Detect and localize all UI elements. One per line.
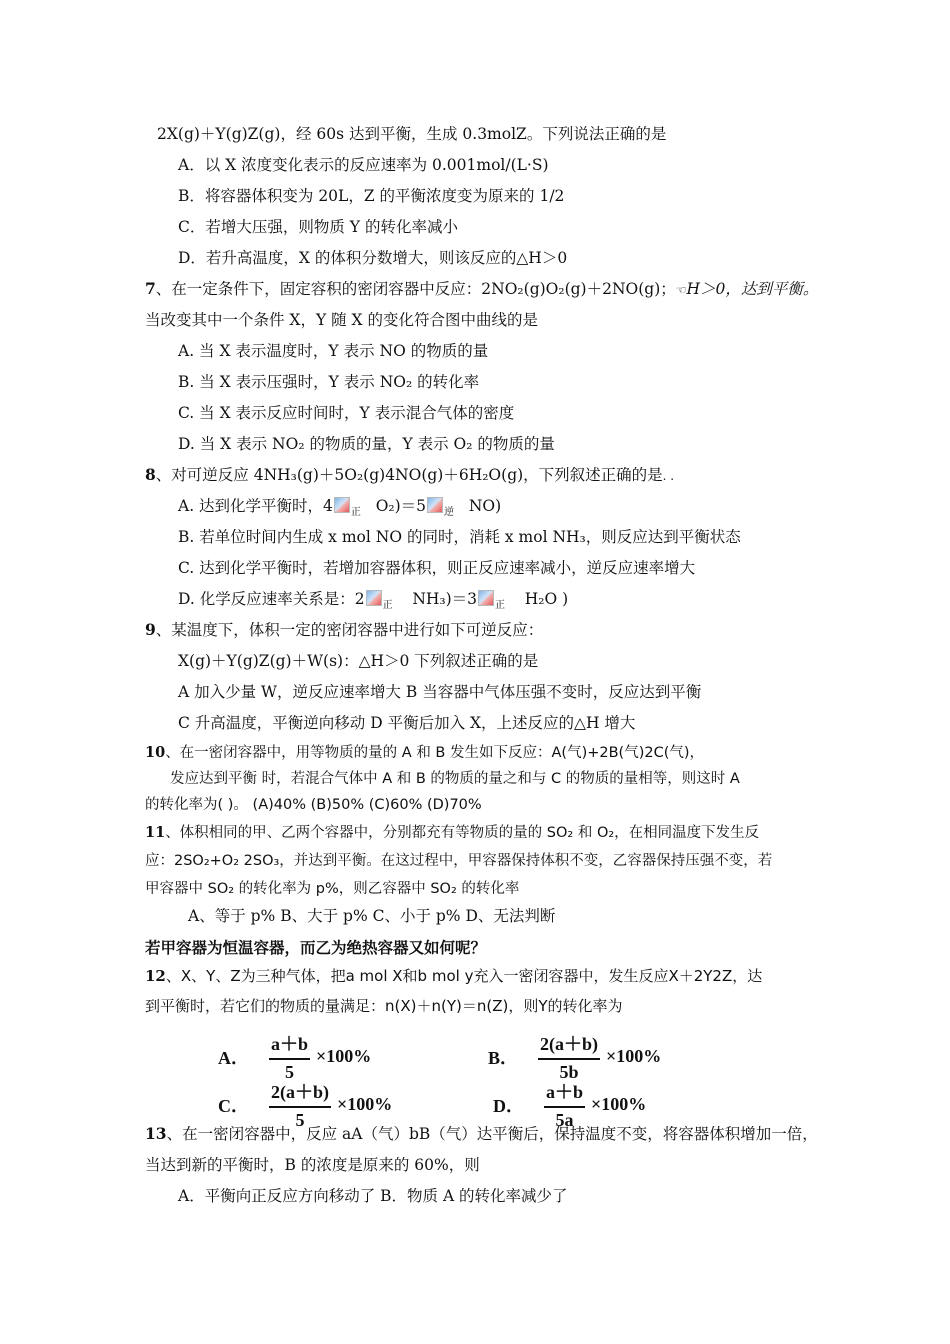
q9-stem: 9、某温度下，体积一定的密闭容器中进行如下可逆反应：	[145, 620, 544, 639]
rate-v-icon	[427, 497, 443, 513]
q13-options: A．平衡向正反应方向移动了 B．物质 A 的转化率减少了	[178, 1187, 568, 1205]
q8-option-c: C. 达到化学平衡时，若增加容器体积，则正反应速率减小，逆反应速率增大	[178, 559, 696, 577]
q7-number: 7	[145, 279, 156, 298]
q12-option-d: D． $\frac{a+b}{5a}$ ×100%	[493, 1078, 646, 1131]
q7-stem-line1: 7、在一定条件下，固定容积的密闭容器中反应：2NO₂(g)O₂(g)＋2NO(g)；☜H＞0，达到平衡。	[145, 279, 819, 298]
q9-number: 9	[145, 620, 156, 639]
rate-v-icon	[334, 497, 350, 513]
fraction: $\frac{2(a+b)}{5b}$	[538, 1030, 600, 1083]
q8-option-b: B. 若单位时间内生成 x mol NO 的同时，消耗 x mol NH₃，则反应达到平衡状态	[178, 528, 741, 546]
rate-v-icon	[366, 590, 382, 606]
q11-options: A、等于 p% B、大于 p% C、小于 p% D、无法判断	[188, 907, 556, 925]
q9-options-line2: C 升高温度，平衡逆向移动 D 平衡后加入 X，上述反应的△H 增大	[178, 714, 636, 732]
rate-v-icon	[478, 590, 494, 606]
q12-option-a: A． $\frac{a+b}{5}$ ×100%	[218, 1030, 371, 1083]
q12-option-c: C． $\frac{2(a+b)}{5}$ ×100%	[218, 1078, 392, 1131]
q11-line1: 11、体积相同的甲、乙两个容器中，分别都充有等物质的量的 SO₂ 和 O₂，在相同温度下发生反	[145, 824, 760, 841]
q8-option-d: D. 化学反应速率关系是：2 $_正$ NH₃)＝3 $_正$ H₂O )	[178, 590, 569, 611]
q8-option-a: A. 达到化学平衡时，4 $_正$ O₂)＝5 $_逆$ NO)	[178, 497, 502, 518]
q8-number: 8	[145, 465, 156, 484]
q7-option-b: B. 当 X 表示压强时，Y 表示 NO₂ 的转化率	[178, 373, 480, 391]
q8-stem: 8、对可逆反应 4NH₃(g)＋5O₂(g)4NO(g)＋6H₂O(g)，下列叙述正确的是. .	[145, 465, 675, 484]
fraction: $\frac{2(a+b)}{5}$	[269, 1078, 331, 1131]
q7-stem-line2: 当改变其中一个条件 X，Y 随 X 的变化符合图中曲线的是	[145, 311, 539, 329]
q13-line2: 当达到新的平衡时，B 的浓度是原来的 60%，则	[145, 1156, 480, 1174]
q10-line1: 10、在一密闭容器中，用等物质的量的 A 和 B 发生如下反应：A(气)+2B(气)2C(气)，	[145, 744, 705, 761]
q12-number: 12	[145, 967, 166, 985]
q10-line3: 的转化率为( )。 (A)40% (B)50% (C)60% (D)70%	[145, 797, 482, 813]
q6-option-b: B．将容器体积变为 20L，Z 的平衡浓度变为原来的 1/2	[178, 187, 565, 205]
fraction: $\frac{a+b}{5a}$	[544, 1078, 585, 1131]
q12-option-b: B． $\frac{2(a+b)}{5b}$ ×100%	[488, 1030, 661, 1083]
q9-reaction: X(g)＋Y(g)Z(g)＋W(s)：△H＞0 下列叙述正确的是	[178, 652, 539, 670]
q11-line3: 甲容器中 SO₂ 的转化率为 p%，则乙容器中 SO₂ 的转化率	[145, 881, 520, 897]
q11-line2: 应：2SO₂+O₂ 2SO₃，并达到平衡。在这过程中，甲容器保持体积不变，乙容器保持压强不变，若	[145, 853, 773, 869]
q6-option-c: C．若增大压强，则物质 Y 的转化率减小	[178, 218, 458, 236]
q11-number: 11	[145, 824, 166, 841]
followup-question: 若甲容器为恒温容器，而乙为绝热容器又如何呢？	[145, 939, 487, 957]
q13-line1: 13、在一密闭容器中，反应 aA（气）bB（气）达平衡后，保持温度不变，将容器体积增加一倍，	[145, 1124, 818, 1143]
q7-option-c: C. 当 X 表示反应时间时，Y 表示混合气体的密度	[178, 404, 515, 422]
q6-option-d: D．若升高温度，X 的体积分数增大，则该反应的△H＞0	[178, 249, 568, 267]
q13-number: 13	[145, 1124, 167, 1143]
q9-options-line1: A 加入少量 W，逆反应速率增大 B 当容器中气体压强不变时，反应达到平衡	[178, 683, 702, 701]
q6-option-a: A．以 X 浓度变化表示的反应速率为 0.001mol/(L·S)	[178, 156, 549, 174]
delta-icon: ☜	[675, 283, 687, 297]
q12-line2: 到平衡时，若它们的物质的量满足：n(X)＋n(Y)＝n(Z)，则Y的转化率为	[145, 997, 623, 1015]
q7-option-d: D. 当 X 表示 NO₂ 的物质的量，Y 表示 O₂ 的物质的量	[178, 435, 555, 453]
q10-number: 10	[145, 744, 166, 761]
q7-option-a: A. 当 X 表示温度时，Y 表示 NO 的物质的量	[178, 342, 489, 360]
q6-stem: 2X(g)＋Y(g)Z(g)，经 60s 达到平衡，生成 0.3molZ。下列说法正确的是	[157, 125, 667, 143]
q10-line2: 发应达到平衡 时，若混合气体中 A 和 B 的物质的量之和与 C 的物质的量相等，则这时 A	[170, 771, 740, 787]
fraction: $\frac{a+b}{5}$	[269, 1030, 310, 1083]
q12-line1: 12、X、Y、Z为三种气体，把a mol X和b mol y充入一密闭容器中，发生反应X＋2Y2Z，达	[145, 967, 763, 985]
